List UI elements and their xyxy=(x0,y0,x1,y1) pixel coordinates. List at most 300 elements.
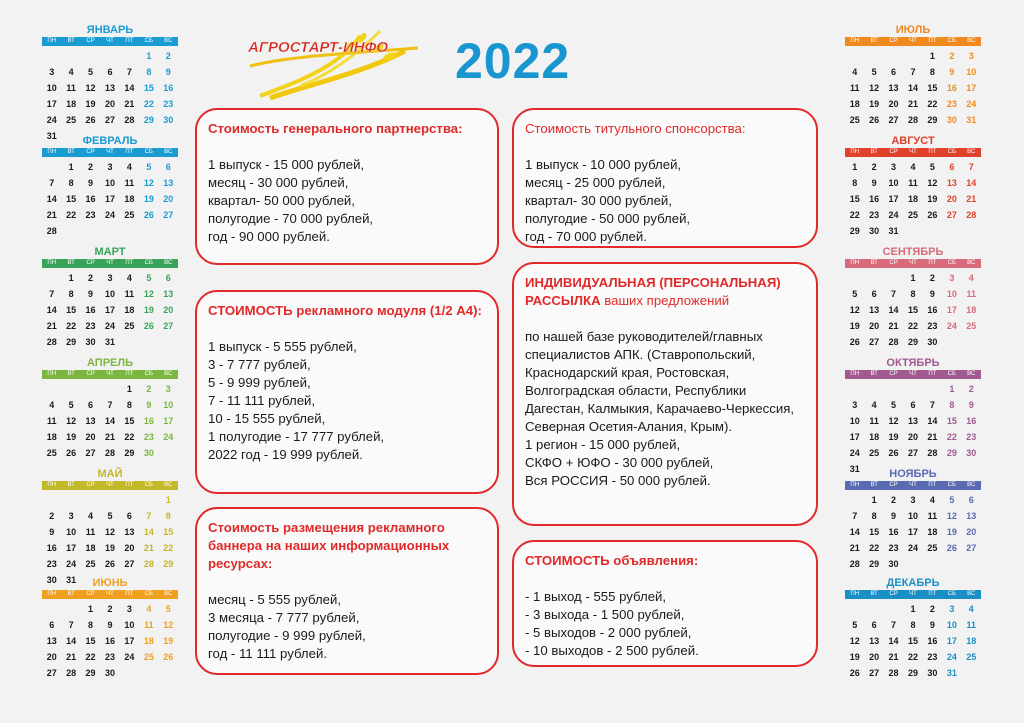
day-cell: 30 xyxy=(869,226,880,236)
day-cell: 22 xyxy=(85,652,96,662)
mailing-body xyxy=(525,328,806,490)
day-cell: 23 xyxy=(46,559,57,569)
weekday-label: ПТ xyxy=(125,591,134,597)
day-cell: 8 xyxy=(88,620,94,630)
weekday-label: СР xyxy=(86,482,95,488)
day-cell: 24 xyxy=(907,543,918,553)
day-cell: 11 xyxy=(927,511,938,521)
weekday-label: ПН xyxy=(47,149,57,155)
calendar-march xyxy=(42,246,178,350)
price-line: месяц - 30 000 рублей, xyxy=(208,175,349,190)
day-grid xyxy=(42,270,178,350)
day-cell: 4 xyxy=(910,162,916,172)
day-cell: 2 xyxy=(949,51,955,61)
day-cell: 13 xyxy=(907,416,918,426)
empty-day xyxy=(81,492,100,508)
day-cell: 8 xyxy=(949,400,955,410)
weekday-label: СР xyxy=(889,482,898,488)
day-cell: 25 xyxy=(46,448,57,458)
day-cell: 10 xyxy=(124,620,135,630)
weekday-label: СБ xyxy=(947,38,956,44)
day-cell: 10 xyxy=(104,178,115,188)
day-cell: 22 xyxy=(869,543,880,553)
empty-day xyxy=(42,492,61,508)
day-cell: 2 xyxy=(88,162,94,172)
day-cell: 17 xyxy=(946,305,957,315)
title-sponsorship-title: Стоимость титульного спонсорства: xyxy=(525,121,746,136)
weekday-header xyxy=(845,590,981,599)
day-cell: 7 xyxy=(852,511,858,521)
month-name: АПРЕЛЬ xyxy=(86,357,133,369)
day-cell: 11 xyxy=(908,178,918,188)
day-cell: 23 xyxy=(104,652,115,662)
weekday-label: ПН xyxy=(47,38,57,44)
day-cell: 21 xyxy=(66,652,77,662)
price-line: 1 выпуск - 15 000 рублей, xyxy=(208,157,365,172)
day-cell: 6 xyxy=(871,620,877,630)
day-cell: 11 xyxy=(85,527,96,537)
agrostart-logo xyxy=(240,26,420,100)
day-cell: 20 xyxy=(869,652,880,662)
day-cell: 20 xyxy=(124,543,135,553)
price-line: СКФО + ЮФО - 30 000 рублей, xyxy=(525,455,714,470)
day-cell: 22 xyxy=(143,99,154,109)
weekday-label: ПН xyxy=(47,260,57,266)
day-cell: 27 xyxy=(163,210,174,220)
day-cell: 29 xyxy=(907,337,918,347)
day-cell: 27 xyxy=(907,448,918,458)
day-cell: 14 xyxy=(46,305,57,315)
day-cell: 29 xyxy=(85,668,96,678)
price-line: 1 полугодие - 17 777 рублей, xyxy=(208,429,385,444)
weekday-label: СР xyxy=(86,371,95,377)
day-cell: 25 xyxy=(907,210,918,220)
day-cell: 2 xyxy=(107,604,113,614)
day-cell: 23 xyxy=(927,652,938,662)
day-cell: 1 xyxy=(146,51,152,61)
price-line: полугодие - 50 000 рублей, xyxy=(525,211,691,226)
day-grid xyxy=(42,492,178,588)
day-cell: 7 xyxy=(49,178,55,188)
day-cell: 19 xyxy=(946,527,957,537)
weekday-label: СР xyxy=(889,38,898,44)
day-cell: 6 xyxy=(871,289,877,299)
day-cell: 10 xyxy=(888,178,899,188)
day-cell: 12 xyxy=(143,289,154,299)
day-cell: 10 xyxy=(66,527,77,537)
logo-text: АГРОСТАРТ-ИНФО xyxy=(248,39,388,56)
calendar-july xyxy=(845,24,981,128)
day-cell: 28 xyxy=(907,115,918,125)
day-cell: 18 xyxy=(869,432,880,442)
price-line: год - 70 000 рублей. xyxy=(525,229,647,244)
day-cell: 22 xyxy=(124,432,135,442)
day-cell: 19 xyxy=(849,321,860,331)
ad-module-box xyxy=(195,290,499,494)
day-cell: 15 xyxy=(163,527,174,537)
year-title: 2022 xyxy=(455,33,571,89)
weekday-header xyxy=(42,481,178,490)
weekday-label: ВТ xyxy=(67,149,75,155)
day-cell: 8 xyxy=(910,289,916,299)
day-cell: 29 xyxy=(849,226,860,236)
day-cell: 7 xyxy=(891,620,897,630)
day-cell: 26 xyxy=(888,448,899,458)
weekday-header xyxy=(845,148,981,157)
empty-day xyxy=(845,270,864,286)
general-partnership-prices xyxy=(208,156,487,246)
day-cell: 3 xyxy=(107,162,113,172)
day-cell: 17 xyxy=(124,636,135,646)
day-cell: 9 xyxy=(949,67,955,77)
day-cell: 26 xyxy=(946,543,957,553)
day-cell: 30 xyxy=(163,115,174,125)
banner-title: Стоимость размещения рекламного баннера на наших информационных ресурсах: xyxy=(208,520,450,571)
weekday-label: СБ xyxy=(144,38,153,44)
day-cell: 11 xyxy=(124,178,135,188)
day-cell: 29 xyxy=(946,448,957,458)
price-line: 3 - 7 777 рублей, xyxy=(208,357,311,372)
day-cell: 4 xyxy=(126,162,132,172)
day-cell: 5 xyxy=(929,162,935,172)
day-cell: 30 xyxy=(143,448,154,458)
day-cell: 21 xyxy=(143,543,154,553)
day-cell: 20 xyxy=(46,652,57,662)
day-cell: 2 xyxy=(871,162,877,172)
day-cell: 4 xyxy=(929,495,935,505)
day-cell: 25 xyxy=(927,543,938,553)
day-cell: 23 xyxy=(946,99,957,109)
day-cell: 2 xyxy=(891,495,897,505)
day-cell: 14 xyxy=(907,83,918,93)
month-name: ОКТЯБРЬ xyxy=(886,357,940,369)
day-cell: 27 xyxy=(124,559,135,569)
day-cell: 6 xyxy=(910,400,916,410)
price-line: месяц - 5 555 рублей, xyxy=(208,592,342,607)
day-cell: 13 xyxy=(946,178,957,188)
general-partnership-box xyxy=(195,108,499,265)
day-cell: 9 xyxy=(968,400,974,410)
day-cell: 3 xyxy=(852,400,858,410)
day-cell: 15 xyxy=(143,83,154,93)
day-grid xyxy=(845,159,981,239)
day-cell: 6 xyxy=(968,495,974,505)
weekday-label: ВТ xyxy=(870,482,878,488)
weekday-label: ВС xyxy=(164,149,173,155)
day-cell: 23 xyxy=(85,321,96,331)
weekday-label: СБ xyxy=(947,591,956,597)
day-cell: 21 xyxy=(104,432,115,442)
day-cell: 9 xyxy=(88,289,94,299)
day-cell: 6 xyxy=(107,67,113,77)
weekday-label: ЧТ xyxy=(106,38,114,44)
price-line: Вся РОССИЯ - 50 000 рублей. xyxy=(525,473,711,488)
empty-day xyxy=(81,48,100,64)
weekday-label: ВС xyxy=(164,591,173,597)
weekday-label: ЧТ xyxy=(106,260,114,266)
day-cell: 2 xyxy=(929,604,935,614)
weekday-label: ПН xyxy=(47,591,57,597)
day-grid xyxy=(42,381,178,461)
day-cell: 24 xyxy=(163,432,174,442)
month-name: СЕНТЯБРЬ xyxy=(882,246,944,258)
weekday-label: ВТ xyxy=(67,482,75,488)
day-cell: 17 xyxy=(966,83,977,93)
day-cell: 25 xyxy=(66,115,77,125)
day-cell: 22 xyxy=(907,652,918,662)
day-cell: 14 xyxy=(46,194,57,204)
day-grid xyxy=(845,48,981,128)
day-cell: 23 xyxy=(888,543,899,553)
day-cell: 30 xyxy=(927,668,938,678)
day-cell: 10 xyxy=(946,289,957,299)
day-cell: 9 xyxy=(146,400,152,410)
day-cell: 26 xyxy=(849,337,860,347)
day-cell: 19 xyxy=(163,636,174,646)
day-cell: 18 xyxy=(124,194,135,204)
day-cell: 13 xyxy=(888,83,899,93)
weekday-label: ПН xyxy=(850,260,860,266)
day-cell: 19 xyxy=(869,99,880,109)
calendar-february xyxy=(42,135,178,239)
day-cell: 9 xyxy=(165,67,171,77)
day-cell: 1 xyxy=(165,495,171,505)
empty-day xyxy=(864,48,883,64)
day-cell: 1 xyxy=(871,495,877,505)
day-cell: 15 xyxy=(927,83,938,93)
price-line: - 10 выходов - 2 500 рублей. xyxy=(525,643,699,658)
day-cell: 30 xyxy=(85,337,96,347)
weekday-label: ВС xyxy=(967,591,976,597)
day-cell: 30 xyxy=(46,575,57,585)
day-cell: 29 xyxy=(907,668,918,678)
day-cell: 16 xyxy=(143,416,154,426)
empty-day xyxy=(120,48,139,64)
day-cell: 14 xyxy=(888,305,899,315)
day-cell: 10 xyxy=(946,620,957,630)
weekday-label: ВТ xyxy=(870,371,878,377)
empty-day xyxy=(120,492,139,508)
day-cell: 8 xyxy=(929,67,935,77)
day-cell: 26 xyxy=(66,448,77,458)
weekday-label: ВТ xyxy=(67,371,75,377)
day-cell: 12 xyxy=(869,83,880,93)
day-cell: 10 xyxy=(104,289,115,299)
day-cell: 3 xyxy=(968,51,974,61)
day-cell: 18 xyxy=(66,99,77,109)
day-cell: 24 xyxy=(46,115,57,125)
day-cell: 12 xyxy=(163,620,174,630)
weekday-label: ВТ xyxy=(870,149,878,155)
day-cell: 18 xyxy=(927,527,938,537)
day-cell: 28 xyxy=(66,668,77,678)
day-cell: 24 xyxy=(124,652,135,662)
weekday-header xyxy=(845,259,981,268)
day-cell: 12 xyxy=(104,527,115,537)
empty-day xyxy=(884,48,903,64)
weekday-label: СБ xyxy=(144,149,153,155)
day-cell: 22 xyxy=(163,543,174,553)
day-cell: 26 xyxy=(869,115,880,125)
day-cell: 15 xyxy=(869,527,880,537)
empty-day xyxy=(845,492,864,508)
day-cell: 18 xyxy=(85,543,96,553)
day-cell: 19 xyxy=(927,194,938,204)
day-cell: 29 xyxy=(163,559,174,569)
weekday-header xyxy=(845,37,981,46)
day-cell: 21 xyxy=(888,321,899,331)
empty-day xyxy=(61,381,80,397)
day-cell: 27 xyxy=(163,321,174,331)
day-cell: 28 xyxy=(104,448,115,458)
empty-day xyxy=(42,381,61,397)
weekday-label: ПТ xyxy=(125,260,134,266)
day-cell: 6 xyxy=(165,162,171,172)
weekday-label: ВТ xyxy=(67,591,75,597)
day-cell: 28 xyxy=(966,210,977,220)
day-cell: 2 xyxy=(88,273,94,283)
day-cell: 11 xyxy=(66,83,76,93)
day-cell: 25 xyxy=(143,652,154,662)
day-cell: 18 xyxy=(966,305,977,315)
day-cell: 14 xyxy=(104,416,115,426)
month-name: ИЮЛЬ xyxy=(895,24,931,36)
day-grid xyxy=(845,601,981,681)
day-grid xyxy=(42,601,178,681)
day-cell: 31 xyxy=(849,464,860,474)
day-cell: 4 xyxy=(852,67,858,77)
day-cell: 12 xyxy=(927,178,938,188)
day-cell: 7 xyxy=(49,289,55,299)
day-cell: 8 xyxy=(126,400,132,410)
day-cell: 6 xyxy=(49,620,55,630)
day-cell: 13 xyxy=(163,289,174,299)
weekday-label: ПТ xyxy=(928,38,937,44)
weekday-label: СР xyxy=(86,260,95,266)
day-cell: 12 xyxy=(66,416,77,426)
weekday-label: ВТ xyxy=(67,38,75,44)
day-cell: 26 xyxy=(163,652,174,662)
mailing-description: по нашей базе руководителей/главных специалистов АПК. (Ставропольский, Краснодарский края, Ростовская, Волгоградская области, Республики Дагестан, Калмыкия, Карачаево-Черкессия, Северная Осетия-Алания, Крым). xyxy=(525,329,794,434)
day-cell: 21 xyxy=(927,432,938,442)
ad-module-title: СТОИМОСТЬ рекламного модуля (1/2 А4): xyxy=(208,303,482,318)
day-cell: 3 xyxy=(165,384,171,394)
weekday-label: ЧТ xyxy=(106,371,114,377)
day-cell: 16 xyxy=(104,636,115,646)
day-cell: 27 xyxy=(46,668,57,678)
day-cell: 14 xyxy=(849,527,860,537)
day-cell: 16 xyxy=(966,416,977,426)
weekday-label: ВС xyxy=(967,482,976,488)
day-cell: 27 xyxy=(869,668,880,678)
price-line: 10 - 15 555 рублей, xyxy=(208,411,326,426)
day-cell: 28 xyxy=(927,448,938,458)
day-cell: 1 xyxy=(929,51,935,61)
empty-day xyxy=(42,159,61,175)
day-cell: 7 xyxy=(146,511,152,521)
weekday-header xyxy=(42,37,178,46)
empty-day xyxy=(100,48,119,64)
weekday-label: ПН xyxy=(850,38,860,44)
day-cell: 21 xyxy=(46,210,57,220)
day-cell: 10 xyxy=(966,67,977,77)
weekday-label: ПН xyxy=(850,482,860,488)
weekday-header xyxy=(42,148,178,157)
weekday-label: СБ xyxy=(144,591,153,597)
day-cell: 3 xyxy=(910,495,916,505)
day-cell: 21 xyxy=(849,543,860,553)
price-line: полугодие - 70 000 рублей, xyxy=(208,211,374,226)
empty-day xyxy=(139,492,158,508)
day-cell: 26 xyxy=(85,115,96,125)
day-cell: 16 xyxy=(85,194,96,204)
weekday-label: СБ xyxy=(144,482,153,488)
day-cell: 16 xyxy=(46,543,57,553)
day-cell: 9 xyxy=(871,178,877,188)
day-cell: 6 xyxy=(949,162,955,172)
day-cell: 28 xyxy=(124,115,135,125)
day-cell: 10 xyxy=(849,416,860,426)
day-cell: 5 xyxy=(891,400,897,410)
day-cell: 21 xyxy=(966,194,977,204)
weekday-label: ПТ xyxy=(125,149,134,155)
day-cell: 16 xyxy=(946,83,957,93)
weekday-label: ВТ xyxy=(870,260,878,266)
weekday-label: СБ xyxy=(947,482,956,488)
month-name: ФЕВРАЛЬ xyxy=(82,135,138,147)
weekday-label: СБ xyxy=(947,371,956,377)
weekday-label: ЧТ xyxy=(909,149,917,155)
day-cell: 28 xyxy=(143,559,154,569)
day-cell: 12 xyxy=(849,636,860,646)
day-cell: 17 xyxy=(46,99,57,109)
weekday-label: ВС xyxy=(164,260,173,266)
day-cell: 16 xyxy=(888,527,899,537)
day-cell: 8 xyxy=(68,178,74,188)
day-cell: 30 xyxy=(104,668,115,678)
day-cell: 25 xyxy=(849,115,860,125)
empty-day xyxy=(81,381,100,397)
day-cell: 8 xyxy=(146,67,152,77)
empty-day xyxy=(100,381,119,397)
day-cell: 24 xyxy=(849,448,860,458)
weekday-label: ЧТ xyxy=(909,591,917,597)
day-cell: 19 xyxy=(104,543,115,553)
day-cell: 12 xyxy=(946,511,957,521)
day-cell: 19 xyxy=(66,432,77,442)
month-name: ЯНВАРЬ xyxy=(86,24,134,36)
weekday-label: ПТ xyxy=(928,482,937,488)
mailing-title-bold: ИНДИВИДУАЛЬНАЯ (ПЕРСОНАЛЬНАЯ) РАССЫЛКА xyxy=(525,275,781,308)
day-cell: 14 xyxy=(66,636,77,646)
ad-module-prices xyxy=(208,338,487,464)
day-cell: 6 xyxy=(88,400,94,410)
day-cell: 11 xyxy=(144,620,154,630)
day-cell: 20 xyxy=(946,194,957,204)
day-cell: 1 xyxy=(68,162,74,172)
day-cell: 21 xyxy=(907,99,918,109)
day-cell: 22 xyxy=(849,210,860,220)
weekday-label: ПН xyxy=(850,591,860,597)
day-cell: 16 xyxy=(163,83,174,93)
weekday-label: ВС xyxy=(967,371,976,377)
weekday-header xyxy=(845,370,981,379)
day-cell: 22 xyxy=(66,210,77,220)
mailing-title-rest: ваших предложений xyxy=(600,293,730,308)
day-cell: 14 xyxy=(927,416,938,426)
weekday-header xyxy=(42,590,178,599)
day-cell: 20 xyxy=(907,432,918,442)
